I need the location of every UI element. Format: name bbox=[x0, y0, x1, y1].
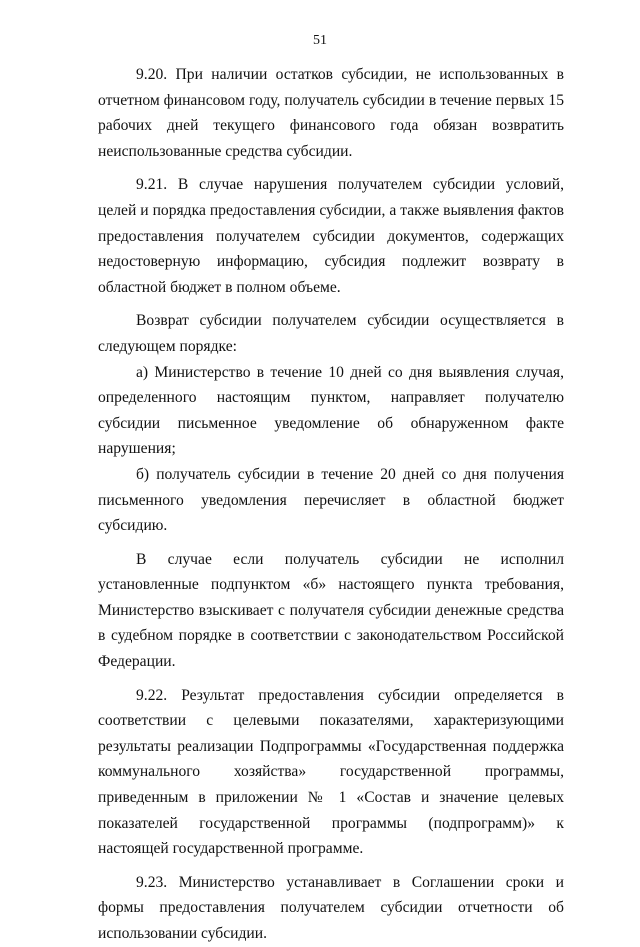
paragraph-refund-procedure: Возврат субсидии получателем субсидии осуществляется в следующем порядке: bbox=[98, 312, 564, 355]
paragraph-9-21: 9.21. В случае нарушения получателем субсидии условий, целей и порядка предоставления субсидии, а также выявления фактов предоставления получателем субсидии документов, содержащих недостоверную информацию, субсидия подлежит возврату в областной бюджет в полном объеме. bbox=[98, 176, 564, 296]
paragraph-9-23: 9.23. Министерство устанавливает в Соглашении сроки и формы предоставления получателем субсидии отчетности об использовании субсидии. bbox=[98, 873, 564, 942]
paragraph-9-22: 9.22. Результат предоставления субсидии определяется в соответствии с целевыми показателями, характеризующими результаты реализации Подпрограммы «Государственная поддержка коммунального хозяйства» государственной программы, приведенным в приложении № 1 «Состав и значение целевых показателей государственной программы (подпрограмм)» к настоящей государственной программе. bbox=[98, 686, 564, 858]
list-item-a: а) Министерство в течение 10 дней со дня выявления случая, определенного настоящим пунктом, направляет получателю субсидии письменное уведомление об обнаруженном факте нарушения; bbox=[98, 363, 564, 458]
paragraph-court-recovery: В случае если получатель субсидии не исполнил установленные подпунктом «б» настоящего пункта требования, Министерство взыскивает с получателя субсидии денежные средства в судебном порядке в соответствии с законодательством Российской Федерации. bbox=[98, 550, 564, 671]
page-number: 51 bbox=[313, 33, 327, 48]
document-body bbox=[98, 62, 564, 947]
paragraph-9-20: 9.20. При наличии остатков субсидии, не использованных в отчетном финансовом году, получатель субсидии в течение первых 15 рабочих дней текущего финансового года обязан возвратить неиспользованные средства субсидии. bbox=[98, 66, 564, 160]
list-item-b: б) получатель субсидии в течение 20 дней со дня получения письменного уведомления перечисляет в областной бюджет субсидию. bbox=[98, 465, 564, 535]
